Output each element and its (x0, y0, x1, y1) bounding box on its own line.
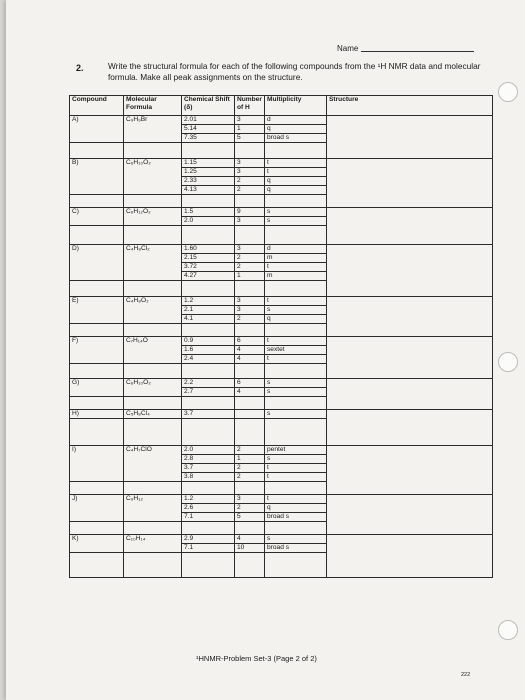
multiplicity: s (265, 455, 327, 464)
chemical-shift: 2.15 (182, 254, 235, 263)
molecular-formula: C₅H₈Cl₄ (124, 410, 182, 419)
multiplicity: broad s (265, 513, 327, 522)
spacer-cell (182, 364, 235, 379)
multiplicity: d (265, 116, 327, 125)
number-of-h: 2 (235, 315, 265, 324)
number-of-h: 6 (235, 337, 265, 346)
multiplicity: s (265, 306, 327, 315)
number-of-h: 3 (235, 159, 265, 168)
number-of-h: 3 (235, 245, 265, 254)
structure-cell[interactable] (327, 446, 493, 495)
spacer-cell (265, 281, 327, 297)
spacer-cell (265, 324, 327, 337)
number-of-h: 5 (235, 134, 265, 143)
chemical-shift: 2.6 (182, 504, 235, 513)
number-of-h: 3 (235, 495, 265, 504)
compound-label: C) (70, 208, 124, 226)
multiplicity: broad s (265, 134, 327, 143)
chemical-shift: 4.1 (182, 315, 235, 324)
chemical-shift: 3.7 (182, 410, 235, 419)
spacer-cell (235, 364, 265, 379)
multiplicity: m (265, 272, 327, 281)
chemical-shift: 3.8 (182, 473, 235, 482)
question-number: 2. (76, 63, 84, 73)
binder-hole-middle (498, 352, 518, 372)
table-row (70, 159, 493, 168)
question-instructions: Write the structural formula for each of the following compounds from the ¹H NMR data and molecular formula. Make all peak assignments on the structure. (108, 61, 481, 82)
col-header-number-of-h: Number of H (235, 96, 265, 116)
chemical-shift: 7.1 (182, 544, 235, 553)
spacer-cell (70, 281, 124, 297)
spacer-cell (265, 482, 327, 495)
chemical-shift: 4.27 (182, 272, 235, 281)
compound-label: J) (70, 495, 124, 522)
chemical-shift: 2.2 (182, 379, 235, 388)
number-of-h: 2 (235, 473, 265, 482)
chemical-shift: 1.2 (182, 495, 235, 504)
chemical-shift: 2.0 (182, 446, 235, 455)
molecular-formula: C₆H₁₀O₂ (124, 379, 182, 397)
name-blank-line (361, 51, 474, 52)
footer-title: ¹HNMR-Problem Set-3 (Page 2 of 2) (196, 654, 317, 663)
chemical-shift: 5.14 (182, 125, 235, 134)
number-of-h: 9 (235, 208, 265, 217)
spacer-cell (182, 419, 235, 446)
multiplicity: broad s (265, 544, 327, 553)
molecular-formula: C₉H₁₂ (124, 495, 182, 522)
spacer-cell (235, 195, 265, 208)
number-of-h: 2 (235, 446, 265, 455)
col-header-chemical-shift: Chemical Shift (δ) (182, 96, 235, 116)
spacer-cell (265, 364, 327, 379)
spacer-cell (182, 522, 235, 535)
compound-label: A) (70, 116, 124, 143)
number-of-h: 4 (235, 388, 265, 397)
number-of-h: 2 (235, 504, 265, 513)
compound-label: D) (70, 245, 124, 281)
spacer-cell (235, 143, 265, 159)
chemical-shift: 1.6 (182, 346, 235, 355)
spacer-cell (182, 482, 235, 495)
number-of-h: 6 (235, 379, 265, 388)
spacer-cell (182, 195, 235, 208)
molecular-formula: C₄H₈O₂ (124, 297, 182, 324)
structure-cell[interactable] (327, 208, 493, 245)
spacer-cell (182, 397, 235, 410)
chemical-shift: 0.9 (182, 337, 235, 346)
multiplicity: t (265, 263, 327, 272)
number-of-h: 5 (235, 513, 265, 522)
multiplicity: t (265, 297, 327, 306)
col-header-compound: Compound (70, 96, 124, 116)
multiplicity: q (265, 504, 327, 513)
compound-label: K) (70, 535, 124, 553)
spacer-cell (124, 522, 182, 535)
spacer-cell (124, 397, 182, 410)
multiplicity: t (265, 495, 327, 504)
chemical-shift: 7.1 (182, 513, 235, 522)
binder-hole-top (498, 82, 518, 102)
chemical-shift: 1.5 (182, 208, 235, 217)
spacer-cell (182, 143, 235, 159)
multiplicity: s (265, 388, 327, 397)
number-of-h: 2 (235, 464, 265, 473)
spacer-cell (235, 522, 265, 535)
molecular-formula: C₁₀H₁₄ (124, 535, 182, 553)
table-row (70, 337, 493, 346)
spacer-cell (124, 143, 182, 159)
spacer-cell (124, 482, 182, 495)
spacer-cell (182, 553, 235, 578)
chemical-shift: 2.8 (182, 455, 235, 464)
spacer-cell (124, 364, 182, 379)
number-of-h: 4 (235, 535, 265, 544)
number-of-h: 3 (235, 306, 265, 315)
compound-label: E) (70, 297, 124, 324)
nmr-data-table (69, 95, 493, 578)
spacer-cell (182, 226, 235, 245)
chemical-shift: 1.2 (182, 297, 235, 306)
spacer-cell (70, 482, 124, 495)
multiplicity: s (265, 217, 327, 226)
multiplicity: t (265, 473, 327, 482)
table-row (70, 495, 493, 504)
structure-cell[interactable] (327, 245, 493, 297)
multiplicity: t (265, 159, 327, 168)
spacer-cell (70, 522, 124, 535)
multiplicity: t (265, 464, 327, 473)
spacer-cell (235, 226, 265, 245)
page-number: 222 (461, 672, 471, 678)
table-row (70, 410, 493, 419)
molecular-formula: C₆H₁₀O₂ (124, 159, 182, 195)
number-of-h: 2 (235, 254, 265, 263)
chemical-shift: 2.9 (182, 535, 235, 544)
molecular-formula: C₇H₁₄O (124, 337, 182, 364)
number-of-h: 2 (235, 177, 265, 186)
spacer-cell (70, 364, 124, 379)
spacer-cell (124, 226, 182, 245)
multiplicity: s (265, 379, 327, 388)
spacer-cell (265, 419, 327, 446)
number-of-h: 3 (235, 116, 265, 125)
molecular-formula: C₆H₁₂O₂ (124, 208, 182, 226)
number-of-h: 1 (235, 272, 265, 281)
molecular-formula: C₉H₉Br (124, 116, 182, 143)
table-row (70, 446, 493, 455)
number-of-h: 2 (235, 186, 265, 195)
number-of-h: 1 (235, 125, 265, 134)
molecular-formula: C₄H₇ClO (124, 446, 182, 482)
spacer-cell (124, 195, 182, 208)
number-of-h: 4 (235, 355, 265, 364)
chemical-shift: 2.0 (182, 217, 235, 226)
binder-hole-bottom (498, 620, 518, 640)
table-row (70, 208, 493, 217)
number-of-h: 3 (235, 297, 265, 306)
compound-label: F) (70, 337, 124, 364)
chemical-shift: 1.15 (182, 159, 235, 168)
col-header-molecular-formula: Molecular Formula (124, 96, 182, 116)
spacer-cell (70, 553, 124, 578)
number-of-h: 3 (235, 168, 265, 177)
compound-label: H) (70, 410, 124, 419)
structure-cell[interactable] (327, 495, 493, 535)
number-of-h: 2 (235, 263, 265, 272)
spacer-cell (70, 143, 124, 159)
worksheet-page (6, 0, 525, 700)
spacer-cell (70, 324, 124, 337)
spacer-cell (265, 143, 327, 159)
multiplicity: s (265, 535, 327, 544)
chemical-shift: 2.33 (182, 177, 235, 186)
structure-cell[interactable] (327, 535, 493, 578)
multiplicity: q (265, 125, 327, 134)
number-of-h: 1 (235, 455, 265, 464)
multiplicity: m (265, 254, 327, 263)
table-row (70, 297, 493, 306)
multiplicity: sextet (265, 346, 327, 355)
compound-label: I) (70, 446, 124, 482)
chemical-shift: 2.1 (182, 306, 235, 315)
number-of-h: 4 (235, 346, 265, 355)
spacer-cell (265, 226, 327, 245)
name-label: Name (337, 44, 359, 53)
multiplicity: t (265, 168, 327, 177)
spacer-cell (235, 324, 265, 337)
structure-cell[interactable] (327, 297, 493, 337)
compound-label: B) (70, 159, 124, 195)
number-of-h (235, 410, 265, 419)
spacer-cell (124, 553, 182, 578)
chemical-shift: 2.4 (182, 355, 235, 364)
chemical-shift: 7.35 (182, 134, 235, 143)
spacer-cell (235, 553, 265, 578)
table-row (70, 535, 493, 544)
number-of-h: 10 (235, 544, 265, 553)
multiplicity: t (265, 337, 327, 346)
spacer-cell (265, 553, 327, 578)
spacer-cell (124, 419, 182, 446)
structure-cell[interactable] (327, 337, 493, 379)
chemical-shift: 3.72 (182, 263, 235, 272)
structure-cell[interactable] (327, 379, 493, 410)
structure-cell[interactable] (327, 410, 493, 446)
multiplicity: d (265, 245, 327, 254)
spacer-cell (124, 324, 182, 337)
spacer-cell (265, 195, 327, 208)
chemical-shift: 1.60 (182, 245, 235, 254)
spacer-cell (265, 397, 327, 410)
multiplicity: s (265, 208, 327, 217)
spacer-cell (182, 281, 235, 297)
spacer-cell (235, 281, 265, 297)
chemical-shift: 1.25 (182, 168, 235, 177)
table-row (70, 116, 493, 125)
spacer-cell (235, 482, 265, 495)
spacer-cell (70, 226, 124, 245)
spacer-cell (235, 419, 265, 446)
structure-cell[interactable] (327, 116, 493, 159)
table-row (70, 379, 493, 388)
chemical-shift: 2.7 (182, 388, 235, 397)
spacer-cell (70, 419, 124, 446)
molecular-formula: C₄H₈Cl₂ (124, 245, 182, 281)
chemical-shift: 2.01 (182, 116, 235, 125)
spacer-cell (124, 281, 182, 297)
multiplicity: q (265, 315, 327, 324)
multiplicity: q (265, 177, 327, 186)
structure-cell[interactable] (327, 159, 493, 208)
chemical-shift: 4.13 (182, 186, 235, 195)
number-of-h: 3 (235, 217, 265, 226)
multiplicity: q (265, 186, 327, 195)
multiplicity: pentet (265, 446, 327, 455)
table-row (70, 245, 493, 254)
spacer-cell (265, 522, 327, 535)
col-header-structure: Structure (327, 96, 493, 116)
col-header-multiplicity: Multiplicity (265, 96, 327, 116)
spacer-cell (70, 195, 124, 208)
compound-label: G) (70, 379, 124, 397)
multiplicity: s (265, 410, 327, 419)
chemical-shift: 3.7 (182, 464, 235, 473)
spacer-cell (70, 397, 124, 410)
spacer-cell (235, 397, 265, 410)
spacer-cell (182, 324, 235, 337)
multiplicity: t (265, 355, 327, 364)
